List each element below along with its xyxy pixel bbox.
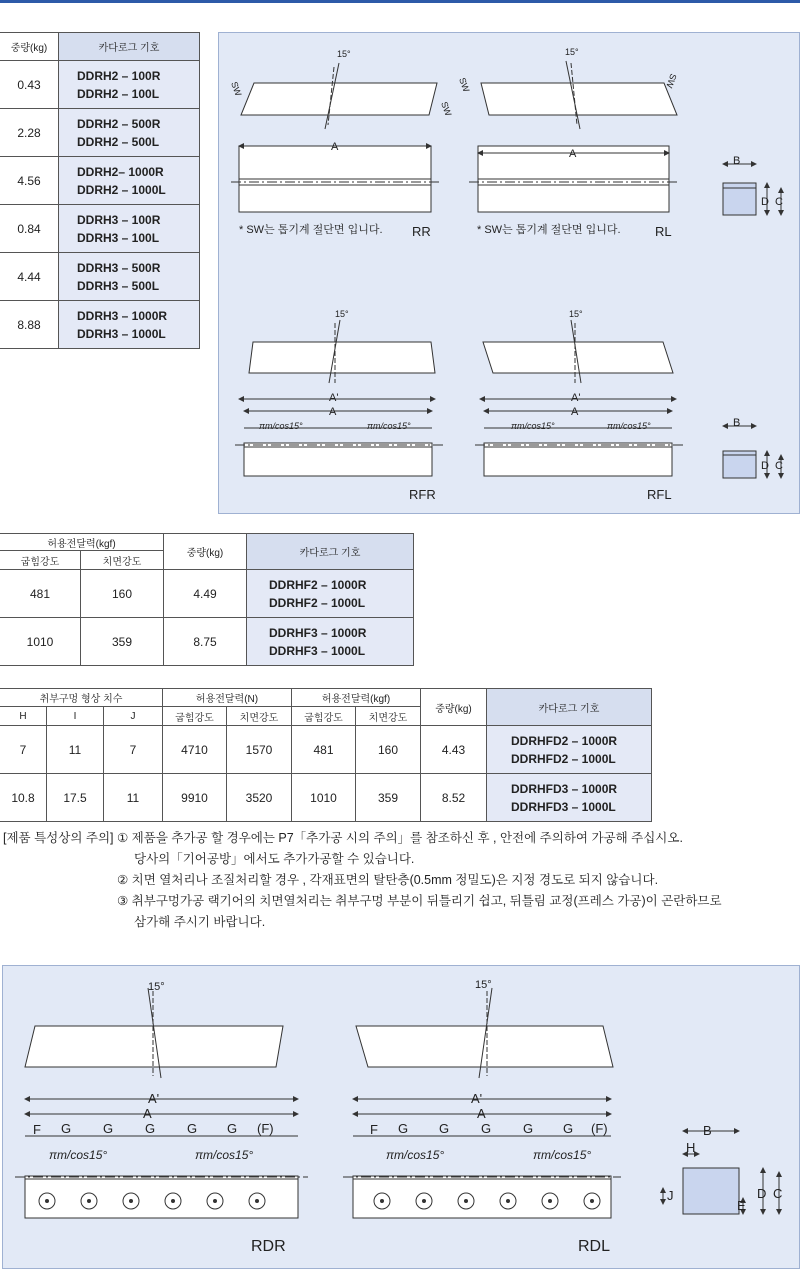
k-tooth-cell: 359 (356, 774, 421, 822)
table-row (0, 570, 414, 618)
rack-drawing-panel-1 (218, 32, 800, 514)
j-cell: 11 (104, 774, 163, 822)
rr-top-view (241, 83, 437, 115)
tooth-cell: 359 (81, 618, 164, 666)
dim-g-label: G (145, 1121, 156, 1136)
dim-d-label: D (761, 460, 769, 472)
header-i: I (47, 707, 104, 726)
catalog-cell: DDRH2– 1000R DDRH2 – 1000L (59, 157, 200, 205)
dim-g-label: G (398, 1121, 409, 1136)
sw-label: SW (439, 100, 454, 118)
header-catalog: 카다로그 기호 (487, 689, 652, 726)
header-allow-kgf: 허용전달력(kgf) (292, 689, 421, 707)
dim-g-label: G (563, 1121, 574, 1136)
n-tooth-cell: 1570 (227, 726, 292, 774)
dim-g-label: G (103, 1121, 114, 1136)
dim-d-label: D (761, 196, 769, 208)
label-rl: RL (655, 224, 672, 239)
rfr-side-view (244, 443, 432, 476)
h-cell: 7 (0, 726, 47, 774)
dim-g-label: G (481, 1121, 492, 1136)
dim-b-label: B (733, 155, 741, 167)
pitch-label: πm/cos15° (533, 1148, 592, 1162)
weight-cell: 8.75 (164, 618, 247, 666)
sw-label: SW (664, 72, 679, 90)
note-line: 삼가해 주시기 바랍니다. (134, 915, 266, 929)
dim-f-label: F (33, 1122, 41, 1137)
angle-label-rdl: 15° (475, 979, 492, 991)
dim-a-label: A (329, 406, 337, 418)
label-rr: RR (412, 224, 431, 239)
weight-cell: 4.44 (0, 253, 59, 301)
rfl-top-view (483, 342, 673, 373)
header-weight: 중량(kg) (164, 534, 247, 570)
k-bend-cell: 481 (292, 726, 356, 774)
header-catalog: 카다로그 기호 (59, 33, 200, 61)
header-k-tooth: 치면강도 (356, 707, 421, 726)
table-row (0, 61, 200, 109)
table-row (0, 205, 200, 253)
rfl-side-view (484, 443, 672, 476)
n-bend-cell: 4710 (163, 726, 227, 774)
rfr-top-view (249, 342, 435, 373)
pitch-label: πm/cos15° (49, 1148, 108, 1162)
weight-cell: 8.88 (0, 301, 59, 349)
catalog-cell: DDRHFD3 – 1000R DDRHFD3 – 1000L (487, 774, 652, 822)
weight-cell: 4.43 (421, 726, 487, 774)
dim-a-label: A (477, 1106, 486, 1121)
catalog-cell: DDRHF3 – 1000R DDRHF3 – 1000L (247, 618, 414, 666)
angle-label-rdr: 15° (148, 981, 165, 993)
catalog-cell: DDRH3 – 1000R DDRH3 – 1000L (59, 301, 200, 349)
catalog-cell: DDRHFD2 – 1000R DDRHFD2 – 1000L (487, 726, 652, 774)
header-h: H (0, 707, 47, 726)
header-allow-kgf: 허용전달력(kgf) (0, 534, 164, 551)
header-j: J (104, 707, 163, 726)
rl-top-view (481, 83, 677, 115)
pitch-label: πm/cos15° (386, 1148, 445, 1162)
note-line: ② 치면 열처리나 조질처리할 경우 , 각재표면의 탈탄층(0.5mm 정밀도)은 지정 경도로 되지 않습니다. (117, 873, 659, 887)
pitch-label: πm/cos15° (367, 421, 411, 431)
weight-cell: 4.56 (0, 157, 59, 205)
spec-table-2 (0, 533, 414, 666)
h-cell: 10.8 (0, 774, 47, 822)
rack-drawing-1 (219, 33, 799, 513)
notes-label: [제품 특성상의 주의] (3, 831, 114, 845)
angle-label-rl: 15° (565, 47, 579, 57)
dim-d-label: D (757, 1186, 767, 1201)
header-n-bend: 굽힘강도 (163, 707, 227, 726)
note-line: 당사의「기어공방」에서도 추가가공할 수 있습니다. (134, 852, 415, 866)
spec-table-3 (0, 688, 652, 822)
dim-g-label: G (523, 1121, 534, 1136)
k-bend-cell: 1010 (292, 774, 356, 822)
pitch-label: πm/cos15° (259, 421, 303, 431)
n-bend-cell: 9910 (163, 774, 227, 822)
dim-a-prime-label: A' (329, 392, 339, 404)
catalog-cell: DDRH2 – 100R DDRH2 – 100L (59, 61, 200, 109)
header-weight: 중량(kg) (421, 689, 487, 726)
table-row (0, 109, 200, 157)
table-row (0, 774, 652, 822)
sw-label: SW (457, 76, 472, 94)
angle-label-rr: 15° (337, 49, 351, 59)
dim-b-label: B (703, 1123, 712, 1138)
dim-f-label: F (370, 1122, 378, 1137)
note-rl: * SW는 톱기계 절단면 입니다. (477, 224, 621, 236)
dim-c-label: C (775, 460, 783, 472)
weight-cell: 0.43 (0, 61, 59, 109)
catalog-cell: DDRH3 – 500R DDRH3 – 500L (59, 253, 200, 301)
label-rfr: RFR (409, 487, 436, 502)
header-weight: 중량(kg) (0, 33, 59, 61)
dim-a-label: A (331, 141, 339, 153)
n-tooth-cell: 3520 (227, 774, 292, 822)
header-n-tooth: 치면강도 (227, 707, 292, 726)
bend-cell: 481 (0, 570, 81, 618)
dim-e-label: E (737, 1198, 746, 1213)
dim-a-label: A (571, 406, 579, 418)
spec-table-1 (0, 32, 200, 349)
header-catalog: 카다로그 기호 (247, 534, 414, 570)
bend-cell: 1010 (0, 618, 81, 666)
table-row (0, 157, 200, 205)
catalog-cell: DDRHF2 – 1000R DDRHF2 – 1000L (247, 570, 414, 618)
note-line: ③ 취부구멍가공 랙기어의 치면열처리는 취부구멍 부분이 뒤틀리기 쉽고, 뒤틀림 교정(프레스 가공)이 곤란하므로 (117, 894, 722, 908)
dim-g-label: G (439, 1121, 450, 1136)
pitch-label: πm/cos15° (511, 421, 555, 431)
header-k-bend: 굽힘강도 (292, 707, 356, 726)
j-cell: 7 (104, 726, 163, 774)
note-line: ① 제품을 추가공 할 경우에는 P7「추가공 시의 주의」를 참조하신 후 , 안전에 주의하여 가공해 주십시오. (117, 831, 683, 845)
label-rdl: RDL (578, 1238, 611, 1255)
i-cell: 17.5 (47, 774, 104, 822)
dim-a-label: A (143, 1106, 152, 1121)
top-accent-line (0, 0, 800, 3)
dim-a-label: A (569, 148, 577, 160)
header-hole-dims: 취부구멍 형상 치수 (0, 689, 163, 707)
sw-label: SW (229, 80, 244, 98)
dim-j-label: J (667, 1188, 674, 1203)
table-row (0, 301, 200, 349)
catalog-cell: DDRH3 – 100R DDRH3 – 100L (59, 205, 200, 253)
dim-a-prime-label: A' (571, 392, 581, 404)
dim-c-label: C (775, 196, 783, 208)
angle-label-rfl: 15° (569, 309, 583, 319)
k-tooth-cell: 160 (356, 726, 421, 774)
rdr-section-view (683, 1168, 739, 1214)
weight-cell: 2.28 (0, 109, 59, 157)
weight-cell: 0.84 (0, 205, 59, 253)
dim-b-label: B (733, 417, 741, 429)
note-rr: * SW는 톱기계 절단면 입니다. (239, 224, 383, 236)
rdl-side-view (353, 1176, 611, 1218)
table-row (0, 726, 652, 774)
pitch-label: πm/cos15° (607, 421, 651, 431)
dim-h-label: H (686, 1140, 696, 1155)
rdl-top-view (356, 1026, 613, 1067)
dim-f-paren-label: (F) (257, 1121, 274, 1136)
weight-cell: 8.52 (421, 774, 487, 822)
pitch-label: πm/cos15° (195, 1148, 254, 1162)
i-cell: 11 (47, 726, 104, 774)
header-allow-n: 허용전달력(N) (163, 689, 292, 707)
dim-g-label: G (227, 1121, 238, 1136)
rack-drawing-2 (3, 966, 799, 1268)
header-bend: 굽힘강도 (0, 551, 81, 570)
weight-cell: 4.49 (164, 570, 247, 618)
label-rfl: RFL (647, 487, 672, 502)
dim-a-prime-label: A' (471, 1091, 483, 1106)
tooth-cell: 160 (81, 570, 164, 618)
dim-f-paren-label: (F) (591, 1121, 608, 1136)
dim-c-label: C (773, 1186, 783, 1201)
dim-g-label: G (187, 1121, 198, 1136)
header-tooth: 치면강도 (81, 551, 164, 570)
catalog-cell: DDRH2 – 500R DDRH2 – 500L (59, 109, 200, 157)
table-row (0, 618, 414, 666)
table-row (0, 253, 200, 301)
angle-label-rfr: 15° (335, 309, 349, 319)
dim-a-prime-label: A' (148, 1091, 160, 1106)
dim-g-label: G (61, 1121, 72, 1136)
rack-drawing-panel-2 (2, 965, 800, 1269)
label-rdr: RDR (251, 1238, 286, 1255)
